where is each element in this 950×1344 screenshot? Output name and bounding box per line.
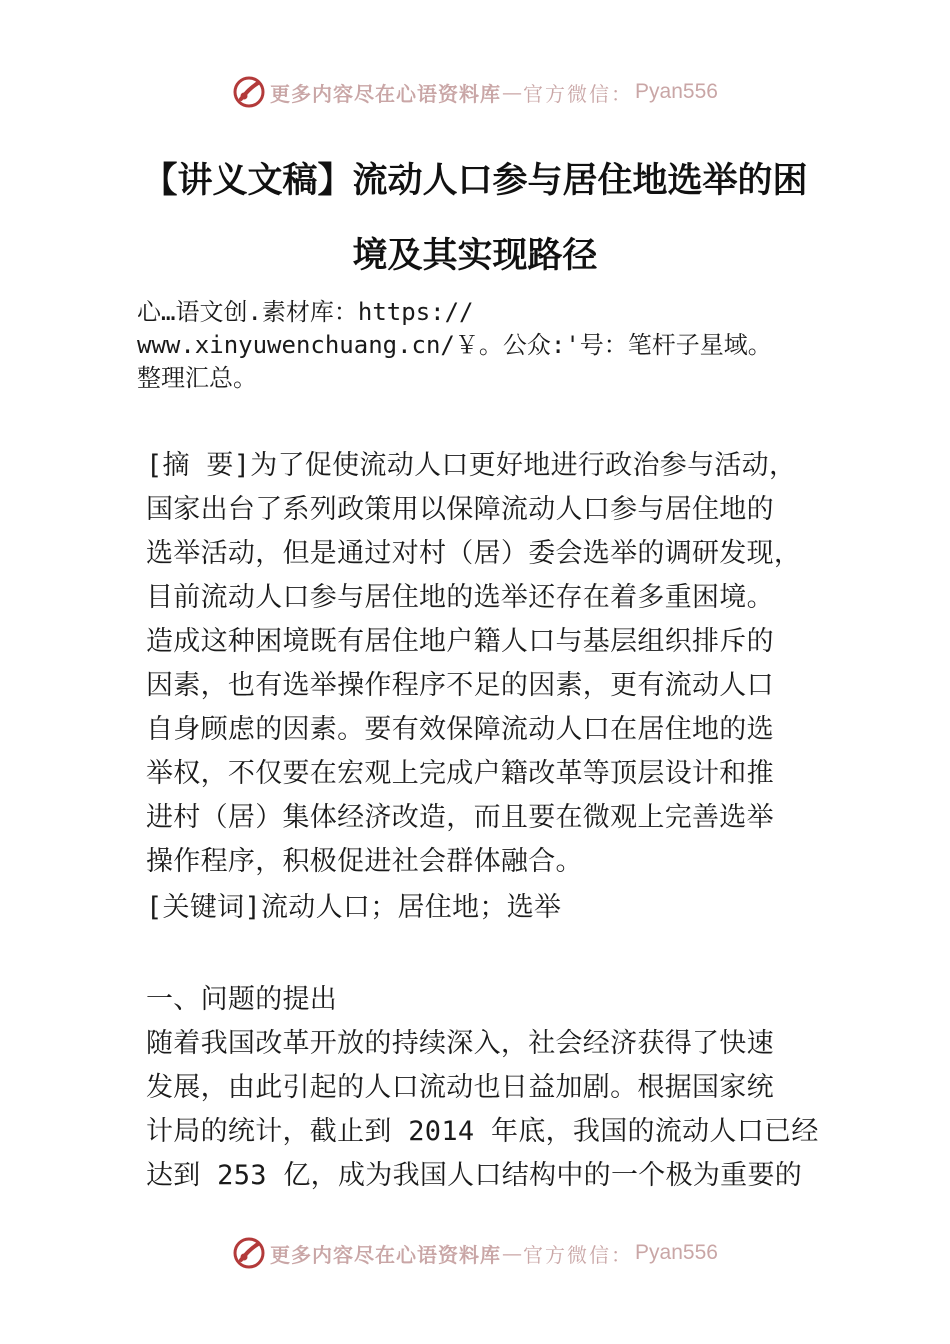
document-title-line-2: 境及其实现路径 [352,236,598,276]
brush-logo-icon [232,1236,266,1270]
abstract-line: [摘 要]为了促使流动人口更好地进行政治参与活动， [146,450,797,481]
abstract-line: 国家出台了系列政策用以保障流动人口参与居住地的 [146,494,774,525]
banner-wechat-label: 官方微信： [523,81,634,106]
abstract-line: 自身顾虑的因素。要有效保障流动人口在居住地的选 [146,714,774,745]
header-banner [0,72,950,112]
abstract-line: 进村（居）集体经济改造，而且要在微观上完善选举 [146,802,774,833]
paragraph-line: 达到 253 亿，成为我国人口结构中的一个极为重要的 [146,1160,803,1191]
banner-text: 更多内容尽在心语资料库 [270,1242,502,1267]
banner-dash: — [502,80,523,104]
footer-banner [0,1233,950,1273]
keywords-line: [关键词]流动人口；居住地；选举 [146,892,562,923]
banner-text: 更多内容尽在心语资料库 [270,81,502,106]
abstract-line: 造成这种困境既有居住地户籍人口与基层组织排斥的 [146,626,774,657]
abstract-line: 选举活动，但是通过对村（居）委会选举的调研发现， [146,538,802,569]
paragraph-line: 发展，由此引起的人口流动也日益加剧。根据国家统 [146,1072,774,1103]
abstract-line: 目前流动人口参与居住地的选举还存在着多重困境。 [146,582,774,613]
abstract-line: 因素，也有选举操作程序不足的因素，更有流动人口 [146,670,774,701]
section-heading: 一、问题的提出 [146,984,338,1015]
paragraph-line: 计局的统计，截止到 2014 年底，我国的流动人口已经 [146,1116,819,1147]
source-line-2: www.xinyuwenchuang.cn/￥。公众:'号：笔杆子星域。 [137,331,772,359]
banner-wechat-id: Pyan556 [635,80,718,103]
source-line-3: 整理汇总。 [137,364,257,392]
banner-wechat-id: Pyan556 [635,1241,718,1264]
abstract-line: 操作程序，积极促进社会群体融合。 [146,846,583,877]
banner-dash: — [502,1241,523,1265]
brush-logo-icon [232,75,266,109]
source-line-1: 心…语文创.素材库：https:// [137,298,474,326]
banner-wechat-label: 官方微信： [523,1242,634,1267]
document-title-line-1: 【讲义文稿】流动人口参与居住地选举的困 [142,161,808,201]
paragraph-line: 随着我国改革开放的持续深入，社会经济获得了快速 [146,1028,774,1059]
abstract-line: 举权，不仅要在宏观上完成户籍改革等顶层设计和推 [146,758,774,789]
